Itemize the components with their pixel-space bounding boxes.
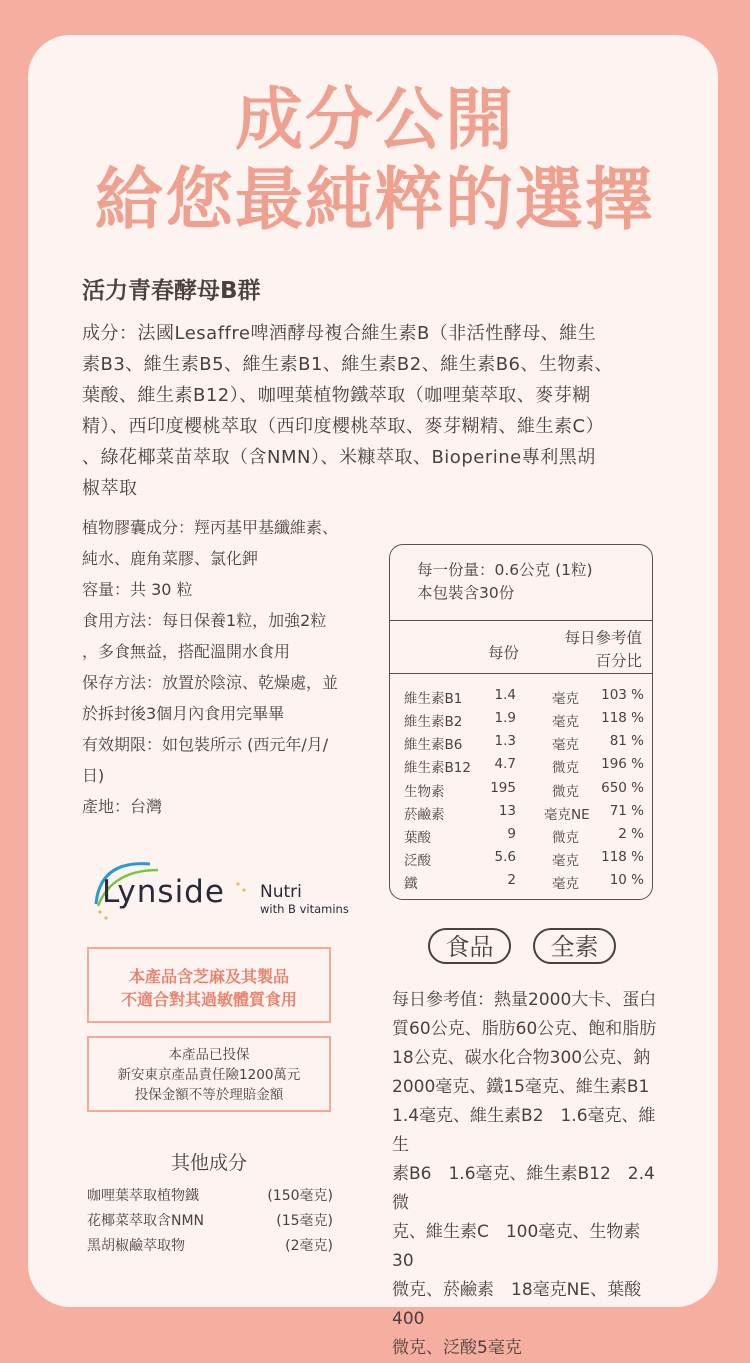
other-ingredient-value: (15毫克) — [276, 1213, 333, 1229]
nutrient-row — [404, 872, 644, 894]
nutrient-pct: 103 % — [601, 687, 644, 703]
nutrient-value: 1.9 — [494, 710, 516, 726]
nutrition-header — [390, 545, 652, 605]
nutrient-value: 1.4 — [494, 687, 516, 703]
logo-text: Lynside — [102, 874, 225, 910]
food-badge: 食品 — [428, 928, 511, 964]
ingredients-line: 葉酸、維生素B12）、咖哩葉植物鐵萃取（咖哩葉萃取、麥芽糊 — [82, 385, 591, 406]
nutrient-unit: 微克 — [552, 760, 579, 776]
nutrient-pct: 650 % — [601, 780, 644, 796]
ingredients-line: 成分：法國Lesaffre啤酒酵母複合維生素B（非活性酵母、維生 — [82, 323, 597, 344]
other-ingredient-value: (2毫克) — [285, 1238, 333, 1254]
info-line: 產地：台灣 — [82, 797, 163, 816]
nutrient-pct: 196 % — [601, 756, 644, 772]
other-ingredient-value: (150毫克) — [267, 1188, 333, 1204]
allergen-line1: 本產品含芝麻及其製品 — [128, 967, 289, 986]
nutrient-name: 維生素B2 — [404, 714, 463, 730]
other-ingredient-row — [87, 1235, 333, 1255]
other-ingredient-row — [87, 1185, 333, 1205]
other-ingredient-name: 咖哩葉萃取植物鐵 — [87, 1188, 199, 1204]
nutrient-unit: 微克 — [552, 784, 579, 800]
product-info — [82, 512, 372, 822]
nutrient-name: 維生素B1 — [404, 691, 463, 707]
other-ingredient-name: 花椰菜萃取含NMN — [87, 1213, 205, 1229]
daily-line: 1.4毫克、維生素B2 1.6毫克、維生 — [392, 1106, 656, 1155]
nutrient-row — [404, 780, 644, 802]
daily-line: 質60公克、脂肪60公克、飽和脂肪 — [392, 1019, 657, 1039]
other-ingredient-row — [87, 1210, 333, 1230]
nutrient-value: 13 — [498, 803, 516, 819]
daily-line: 微克、泛酸5毫克 — [392, 1338, 522, 1358]
ingredients-line: 精）、西印度櫻桃萃取（西印度櫻桃萃取、麥芽糊精、維生素C） — [82, 416, 605, 437]
nutrient-pct: 81 % — [609, 733, 644, 749]
nutrient-row — [404, 849, 644, 871]
daily-line: 18公克、碳水化合物300公克、鈉 — [392, 1048, 651, 1068]
nutrient-value: 2 — [507, 872, 516, 888]
nutrient-unit: 毫克 — [552, 691, 579, 707]
other-ingredient-name: 黑胡椒鹼萃取物 — [87, 1238, 185, 1254]
nutrient-unit: 毫克 — [552, 853, 579, 869]
info-line: 食用方法：每日保養1粒，加強2粒 — [82, 611, 327, 630]
nutrient-unit: 毫克NE — [544, 807, 590, 823]
serving-size: 每一份量：0.6公克 (1粒) — [417, 561, 593, 579]
info-line: 於拆封後3個月內食用完畢畢 — [82, 704, 285, 723]
info-line: 有效期限：如包裝所示 (西元年/月/ — [82, 735, 329, 754]
nutrient-name: 維生素B6 — [404, 737, 463, 753]
col-per-serving: 每份 — [488, 644, 520, 662]
daily-line: 2000毫克、鐵15毫克、維生素B1 — [392, 1077, 650, 1097]
nutrient-name: 葉酸 — [404, 830, 431, 846]
nutrient-unit: 毫克 — [552, 876, 579, 892]
nutrient-pct: 10 % — [609, 872, 644, 888]
info-line: 純水、鹿角菜膠、氯化鉀 — [82, 549, 259, 568]
ingredients-text — [82, 318, 662, 504]
daily-line: 每日參考值：熱量2000大卡、蛋白 — [392, 990, 657, 1010]
daily-line: 克、維生素C 100毫克、生物素 30 — [392, 1222, 658, 1271]
nutrient-name: 泛酸 — [404, 853, 431, 869]
allergen-line2: 不適合對其過敏體質食用 — [120, 990, 297, 1009]
nutrient-name: 菸鹼素 — [404, 807, 445, 823]
other-ingredients-title: 其他成分 — [170, 1152, 247, 1174]
col-daily-ref — [542, 627, 642, 673]
nutrient-value: 5.6 — [494, 849, 516, 865]
nutrient-row — [404, 826, 644, 848]
product-title: 活力青春酵母B群 — [82, 278, 261, 304]
nutrient-unit: 毫克 — [552, 737, 579, 753]
info-line: 植物膠囊成分：羥丙基甲基纖維素、 — [82, 518, 339, 537]
hero-title-line1: 成分公開 — [234, 81, 515, 160]
nutrient-name: 鐵 — [404, 876, 418, 892]
ingredients-line: 椒萃取 — [82, 478, 138, 499]
nutrient-pct: 2 % — [618, 826, 644, 842]
col-daily-ref-line1: 每日參考值 — [564, 629, 642, 647]
nutrient-value: 1.3 — [494, 733, 516, 749]
info-line: 保存方法：放置於陰涼、乾燥處，並 — [82, 673, 339, 692]
info-line: ，多食無益，搭配溫開水食用 — [82, 642, 291, 661]
nutrient-unit: 毫克 — [552, 714, 579, 730]
ingredients-line: 素B3、維生素B5、維生素B1、維生素B2、維生素B6、生物素、 — [82, 354, 614, 375]
insurance-line1: 本產品已投保 — [168, 1047, 250, 1063]
hero-title-line2: 給您最純粹的選擇 — [94, 161, 655, 240]
nutrient-row — [404, 756, 644, 778]
logo-nutri-text: Nutri — [260, 882, 302, 902]
nutrient-name: 生物素 — [404, 784, 445, 800]
ingredients-line: 、綠花椰菜苗萃取（含NMN）、米糠萃取、Bioperine專利黑胡 — [82, 447, 596, 468]
divider — [390, 673, 652, 674]
daily-line: 素B6 1.6毫克、維生素B12 2.4微 — [392, 1164, 655, 1213]
nutrient-pct: 118 % — [601, 849, 644, 865]
vegan-badge: 全素 — [533, 928, 616, 964]
daily-reference-text — [392, 986, 662, 1363]
divider — [390, 620, 652, 621]
insurance-line3: 投保金額不等於理賠金額 — [134, 1087, 284, 1103]
lynside-logo — [88, 856, 368, 926]
insurance-box — [87, 1036, 331, 1112]
nutrient-name: 維生素B12 — [404, 760, 471, 776]
nutrient-row — [404, 687, 644, 709]
nutrient-row — [404, 803, 644, 825]
nutrient-pct: 118 % — [601, 710, 644, 726]
nutrient-row — [404, 733, 644, 755]
col-daily-ref-line2: 百分比 — [595, 652, 642, 670]
nutrient-value: 195 — [490, 780, 516, 796]
servings-per-pack: 本包裝含30份 — [417, 584, 515, 602]
info-line: 日) — [82, 766, 105, 785]
nutrient-pct: 71 % — [609, 803, 644, 819]
nutrient-value: 9 — [507, 826, 516, 842]
logo-sub-text: with B vitamins — [260, 902, 349, 916]
nutrient-unit: 微克 — [552, 830, 579, 846]
info-line: 容量：共 30 粒 — [82, 580, 193, 599]
nutrition-table — [389, 544, 653, 900]
daily-line: 微克、菸鹼素 18毫克NE、葉酸400 — [392, 1280, 642, 1329]
nutrient-value: 4.7 — [494, 756, 516, 772]
nutrient-row — [404, 710, 644, 732]
allergen-warning-box — [87, 947, 331, 1023]
insurance-line2: 新安東京產品責任險1200萬元 — [117, 1067, 301, 1083]
